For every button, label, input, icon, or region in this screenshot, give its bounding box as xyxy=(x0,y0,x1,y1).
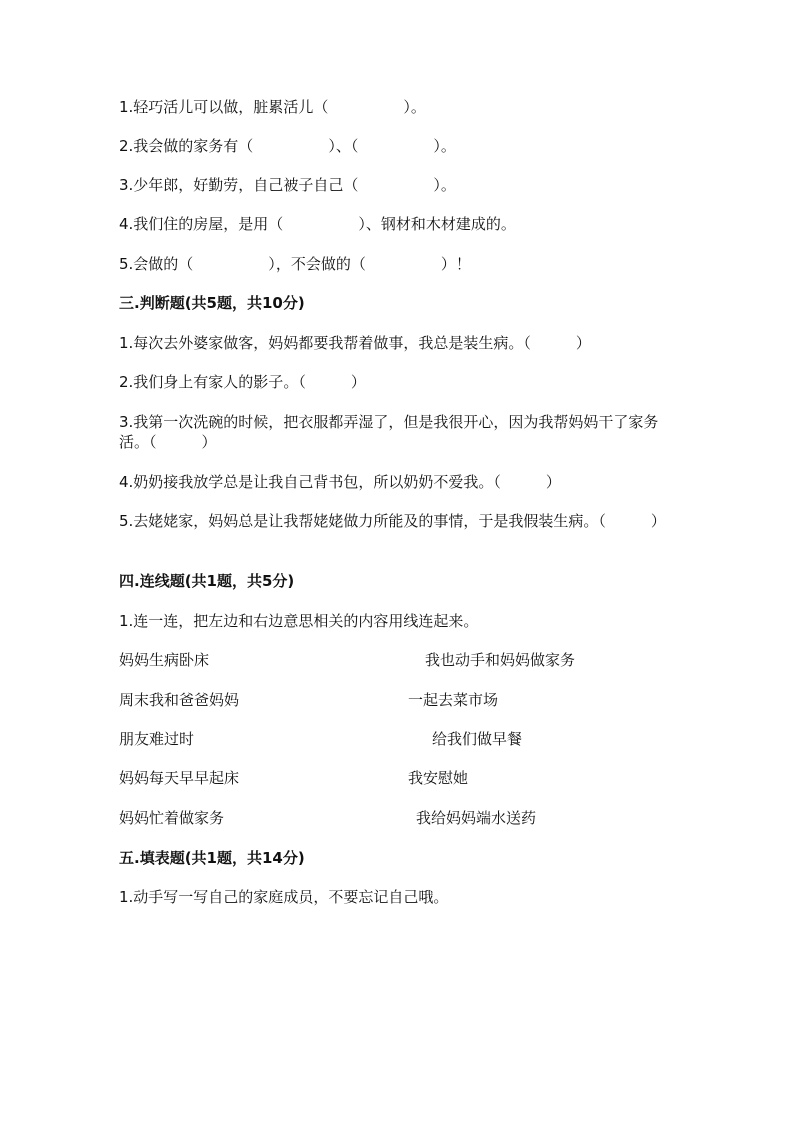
match-right-item-5: 我给妈妈端水送药 xyxy=(416,809,537,827)
match-left-item-5: 妈妈忙着做家务 xyxy=(119,809,225,827)
judge-question-4: 4.奶奶接我放学总是让我自己背书包，所以奶奶不爱我。（ ） xyxy=(119,473,561,491)
match-right-item-2: 一起去菜市场 xyxy=(408,691,499,709)
judge-question-3: 3.我第一次洗碗的时候，把衣服都弄湿了，但是我很开心，因为我帮妈妈干了家务活。（ ） xyxy=(119,413,659,451)
judge-question-1: 1.每次去外婆家做客，妈妈都要我帮着做事，我总是装生病。（ ） xyxy=(119,334,591,352)
fill-blank-question-1: 1.轻巧活儿可以做，脏累活儿（ ）。 xyxy=(119,98,426,116)
fill-blank-question-4: 4.我们住的房屋，是用（ ）、钢材和木材建成的。 xyxy=(119,215,516,233)
match-left-item-4: 妈妈每天早早起床 xyxy=(119,769,240,787)
fill-blank-question-2: 2.我会做的家务有（ ）、（ ）。 xyxy=(119,137,456,155)
match-right-item-3: 给我们做早餐 xyxy=(432,730,523,748)
table-fill-question: 1.动手写一写自己的家庭成员，不要忘记自己哦。 xyxy=(119,888,449,906)
judge-question-2: 2.我们身上有家人的影子。（ ） xyxy=(119,373,366,391)
section-5-title: 五.填表题(共1题，共14分) xyxy=(119,849,305,867)
matching-question: 1.连一连，把左边和右边意思相关的内容用线连起来。 xyxy=(119,612,479,630)
section-3-title: 三.判断题(共5题，共10分) xyxy=(119,294,305,312)
fill-blank-question-3: 3.少年郎，好勤劳，自己被子自己（ ）。 xyxy=(119,176,456,194)
section-4-title: 四.连线题(共1题，共5分) xyxy=(119,572,295,590)
fill-blank-question-5: 5.会做的（ ），不会做的（ ）！ xyxy=(119,255,471,273)
match-right-item-1: 我也动手和妈妈做家务 xyxy=(425,651,576,669)
match-left-item-1: 妈妈生病卧床 xyxy=(119,651,210,669)
match-right-item-4: 我安慰她 xyxy=(408,769,469,787)
match-left-item-3: 朋友难过时 xyxy=(119,730,195,748)
match-left-item-2: 周末我和爸爸妈妈 xyxy=(119,691,240,709)
judge-question-5: 5.去姥姥家，妈妈总是让我帮姥姥做力所能及的事情，于是我假装生病。（ ） xyxy=(119,512,666,530)
